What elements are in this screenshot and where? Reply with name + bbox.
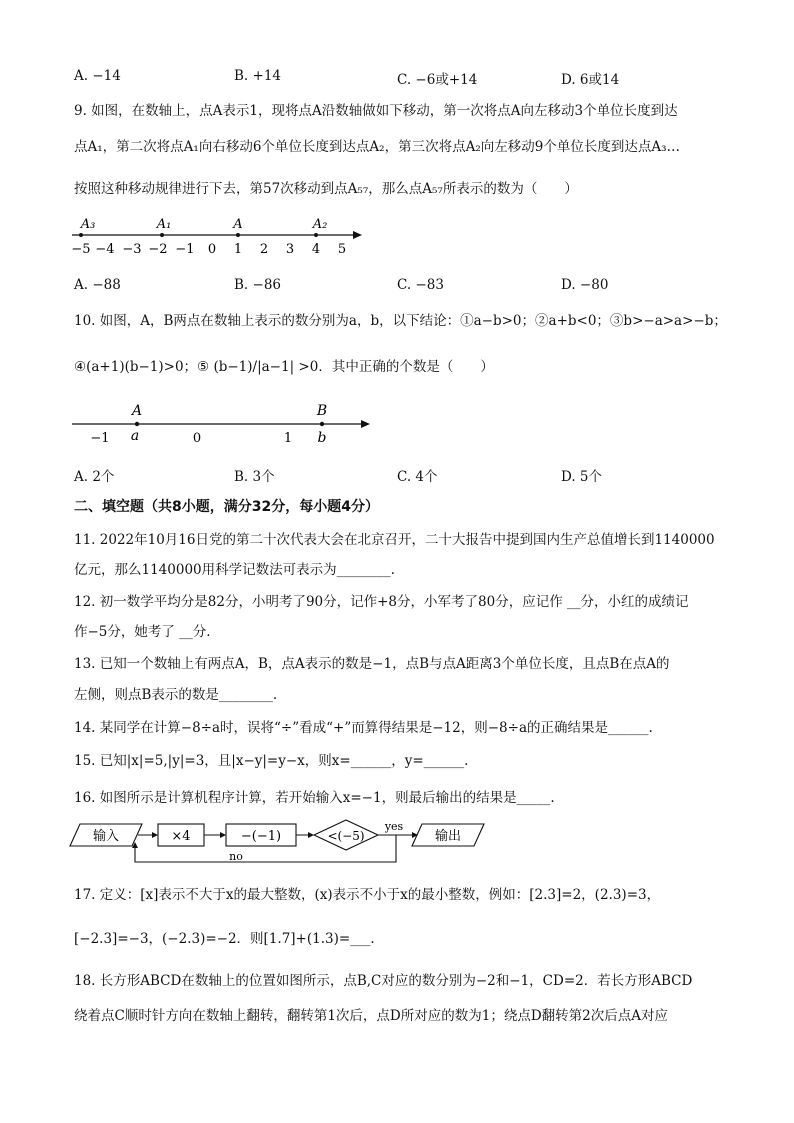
- q9-point-a2: [314, 233, 318, 237]
- q9-tick: −5: [71, 242, 91, 257]
- q15-text: 15. 已知|x|=5,|y|=3，且|x−y|=y−x，则x=______，y=______.: [74, 753, 469, 769]
- q8-option-b: B. +14: [234, 68, 281, 84]
- q18-text-line2: 绕着点C顺时针方向在数轴上翻转，翻转第1次后，点D所对应的数为1；绕点D翻转第2次后点A对应: [74, 1008, 668, 1024]
- q14-text: 14. 某同学在计算−8÷a时，误将“÷”看成“+”而算得结果是−12，则−8÷a的正确结果是______.: [74, 720, 653, 736]
- q10-tick: 0: [192, 431, 202, 446]
- q10-option-a: A. 2个: [74, 469, 115, 485]
- q9-label-a2: A₂: [312, 217, 328, 232]
- q10-point-a: [135, 422, 139, 426]
- q9-tick: −4: [95, 242, 115, 257]
- q10-var-a: a: [130, 428, 140, 444]
- q10-label-a: A: [131, 403, 143, 419]
- q9-tick: 0: [207, 242, 217, 257]
- q9-option-c: C. −83: [397, 277, 444, 293]
- q10-tick: 1: [283, 431, 293, 446]
- q18-text-line1: 18. 长方形ABCD在数轴上的位置如图所示，点B,C对应的数分别为−2和−1，CD=2．若长方形ABCD: [74, 973, 693, 989]
- q12-text-line1: 12. 初一数学平均分是82分，小明考了90分，记作+8分，小军考了80分，应记作 __分，小红的成绩记: [74, 594, 689, 610]
- q10-var-b: b: [317, 430, 327, 446]
- q9-tick: −1: [175, 242, 195, 257]
- q10-label-b: B: [316, 403, 328, 419]
- q10-tick: −1: [90, 431, 110, 446]
- q9-text-line3: 按照这种移动规律进行下去，第57次移动到点A₅₇，那么点A₅₇所表示的数为（ ）: [74, 181, 578, 197]
- q8-option-c: C. −6或+14: [397, 72, 478, 88]
- q10-point-b: [320, 422, 324, 426]
- q17-text-line1: 17. 定义：[x]表示不大于x的最大整数，(x)表示不小于x的最小整数，例如：[2.3]=2，(2.3)=3，: [74, 887, 661, 903]
- q9-point-a3: [79, 233, 83, 237]
- q10-option-b: B. 3个: [234, 469, 275, 485]
- q9-label-a1: A₁: [156, 217, 172, 232]
- q9-point-a: [236, 233, 240, 237]
- flow-yes-label: yes: [384, 820, 404, 833]
- q9-option-d: D. −80: [561, 277, 609, 293]
- q9-option-b: B. −86: [234, 277, 281, 293]
- q9-point-a1: [160, 233, 164, 237]
- flow-input-label: 输入: [92, 829, 120, 844]
- q8-option-a: A. −14: [74, 68, 121, 84]
- flow-output-label: 输出: [434, 829, 462, 844]
- q9-number-line: [60, 212, 380, 262]
- flow-no-label: no: [229, 850, 243, 863]
- flow-multiply-label: ×4: [171, 829, 191, 844]
- q10-text-line2: ④(a+1)(b−1)>0；⑤ (b−1)/|a−1| >0．其中正确的个数是（ ）: [74, 359, 494, 375]
- q8-option-d: D. 6或14: [561, 72, 620, 88]
- q10-option-c: C. 4个: [397, 469, 438, 485]
- q9-tick: 5: [337, 242, 347, 257]
- q10-option-d: D. 5个: [561, 469, 603, 485]
- q9-tick: 1: [233, 242, 243, 257]
- q11-text-line1: 11. 2022年10月16日党的第二十次代表大会在北京召开，二十大报告中提到国内生产总值增长到1140000: [74, 532, 715, 548]
- q10-text-line1: 10. 如图，A，B两点在数轴上表示的数分别为a，b，以下结论：①a−b>0；②a+b<0；③b>−a>a>−b；: [74, 313, 727, 329]
- q9-option-a: A. −88: [74, 277, 121, 293]
- q9-tick: 3: [285, 242, 295, 257]
- q13-text-line2: 左侧，则点B表示的数是________.: [74, 687, 278, 703]
- q9-tick: −2: [148, 242, 168, 257]
- q10-number-line: [60, 398, 380, 448]
- flow-subtract-label: −(−1): [240, 829, 282, 844]
- section-title: 二、填空题（共8小题，满分32分，每小题4分）: [74, 499, 379, 515]
- q9-tick: −3: [122, 242, 142, 257]
- q9-tick: 2: [259, 242, 269, 257]
- q9-tick: 4: [311, 242, 321, 257]
- q13-text-line1: 13. 已知一个数轴上有两点A，B，点A表示的数是−1，点B与点A距离3个单位长度，且点B在点A的: [74, 656, 670, 672]
- q9-text-line1: 9. 如图，在数轴上，点A表示1，现将点A沿数轴做如下移动，第一次将点A向左移动3个单位长度到达: [74, 103, 678, 119]
- q9-axis-ticks: [71, 242, 346, 257]
- q9-text-line2: 点A₁，第二次将点A₁向右移动6个单位长度到达点A₂，第三次将点A₂向左移动9个单位长度到达点A₃…: [74, 139, 680, 155]
- q12-text-line2: 作−5分，她考了 __分.: [74, 624, 211, 640]
- flow-decision-label: <(−5): [327, 829, 365, 843]
- q11-text-line2: 亿元，那么1140000用科学记数法可表示为________.: [74, 562, 395, 578]
- q17-text-line2: [−2.3]=−3，(−2.3)=−2．则[1.7]+(1.3)=___.: [74, 931, 375, 947]
- q16-text: 16. 如图所示是计算机程序计算，若开始输入x=−1，则最后输出的结果是_____.: [74, 790, 555, 806]
- q9-label-a3: A₃: [80, 217, 96, 232]
- q16-flowchart: [68, 818, 488, 868]
- q9-label-a: A: [233, 217, 243, 232]
